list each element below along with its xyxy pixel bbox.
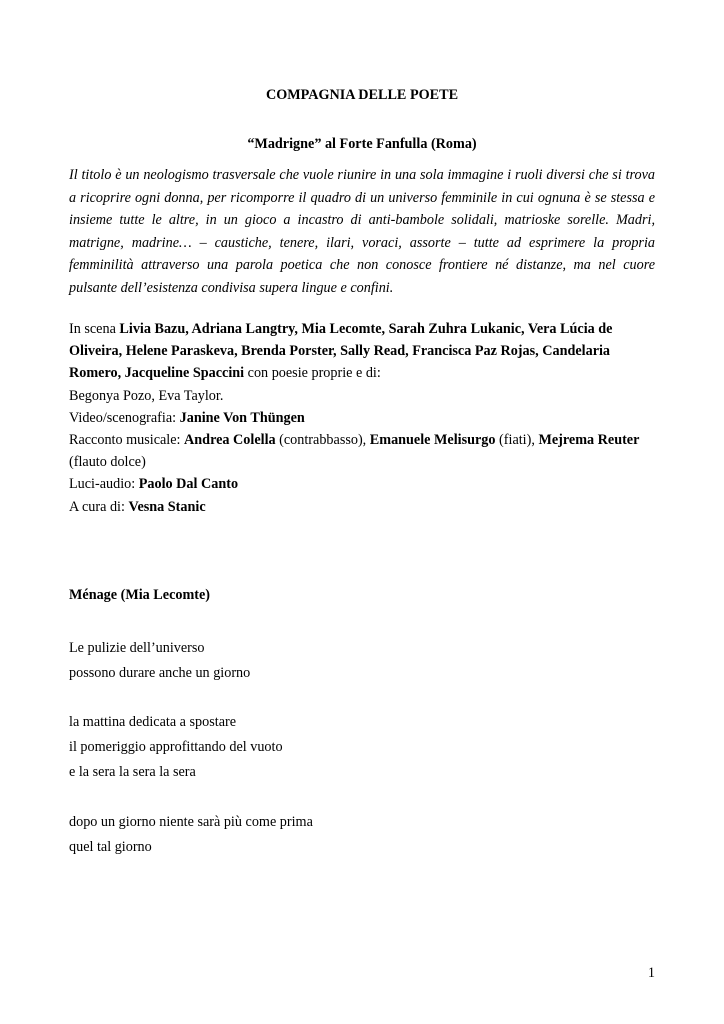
music-3-name: Mejrema Reuter: [538, 432, 640, 449]
music-label: Racconto musicale:: [69, 432, 185, 449]
cast-line: [69, 318, 655, 385]
poem-line: dopo un giorno niente sarà più come prima: [69, 814, 313, 830]
show-title: “Madrigne” al Forte Fanfulla (Roma): [247, 136, 477, 152]
lights-label: Luci-audio:: [69, 476, 139, 493]
document-page: [69, 0, 655, 1024]
poem-line: possono durare anche un giorno: [69, 665, 251, 681]
other-poets: Begonya Pozo, Eva Taylor.: [69, 387, 224, 404]
poem-stanza-3: [69, 810, 655, 860]
cast-prefix: In scena: [69, 321, 120, 337]
poem-line: quel tal giorno: [69, 839, 152, 855]
music-credit: [69, 429, 655, 473]
music-1-name: Andrea Colella: [184, 432, 276, 449]
music-2-name: Emanuele Melisurgo: [369, 432, 496, 449]
poem-stanza-1: [69, 636, 655, 686]
page-number: 1: [647, 965, 655, 981]
video-credit: [69, 407, 655, 429]
music-2-role: (fiati),: [495, 432, 539, 449]
music-3-role: (flauto dolce): [69, 454, 146, 471]
video-label: Video/scenografia:: [69, 409, 180, 426]
credits-block: [69, 318, 655, 518]
poem-stanza-2: [69, 710, 655, 785]
poem-line: e la sera la sera la sera: [69, 764, 196, 780]
poem-title: Ménage (Mia Lecomte): [69, 587, 211, 603]
intro-paragraph: Il titolo è un neologismo trasversale che vuole riunire in una sola immagine i ruoli diversi che si trova a ricoprire ogni donna, per ricomporre il quadro di un universo femminile in cui ognuna è se stessa e insieme tutte le altre, in un gioco a incastro di anti-bambole solidali, matrioske sorelle. Madri, matrigne, madrine… – caustiche, tenere, ilari, voraci, assorte – tutte ad esprimere la propria femminilità attraverso una parola poetica che non conosce frontiere né distanze, ma nel cuore pulsante dell’esistenza condivisa supera lingue e confini.: [69, 167, 655, 296]
cast-suffix: con poesie proprie e di:: [244, 365, 381, 382]
cast-names: Livia Bazu, Adriana Langtry, Mia Lecomte, Sarah Zuhra Lukanic, Vera Lúcia de Oliveira, Helene Paraskeva, Brenda Porster, Sally Read, Francisca Paz Rojas, Candelaria Romero, Jacqueline Spaccini: [69, 321, 613, 382]
company-title: COMPAGNIA DELLE POETE: [265, 87, 459, 103]
curator-name: Vesna Stanic: [128, 498, 206, 515]
video-name: Janine Von Thüngen: [179, 409, 305, 426]
curator-credit: [69, 496, 655, 518]
curator-label: A cura di:: [69, 498, 129, 515]
music-1-role: (contrabbasso),: [275, 432, 370, 449]
poem-line: il pomeriggio approfittando del vuoto: [69, 739, 283, 755]
poem-line: Le pulizie dell’universo: [69, 640, 205, 656]
lights-credit: [69, 473, 655, 495]
poem-line: la mattina dedicata a spostare: [69, 714, 237, 730]
lights-name: Paolo Dal Canto: [138, 476, 239, 493]
